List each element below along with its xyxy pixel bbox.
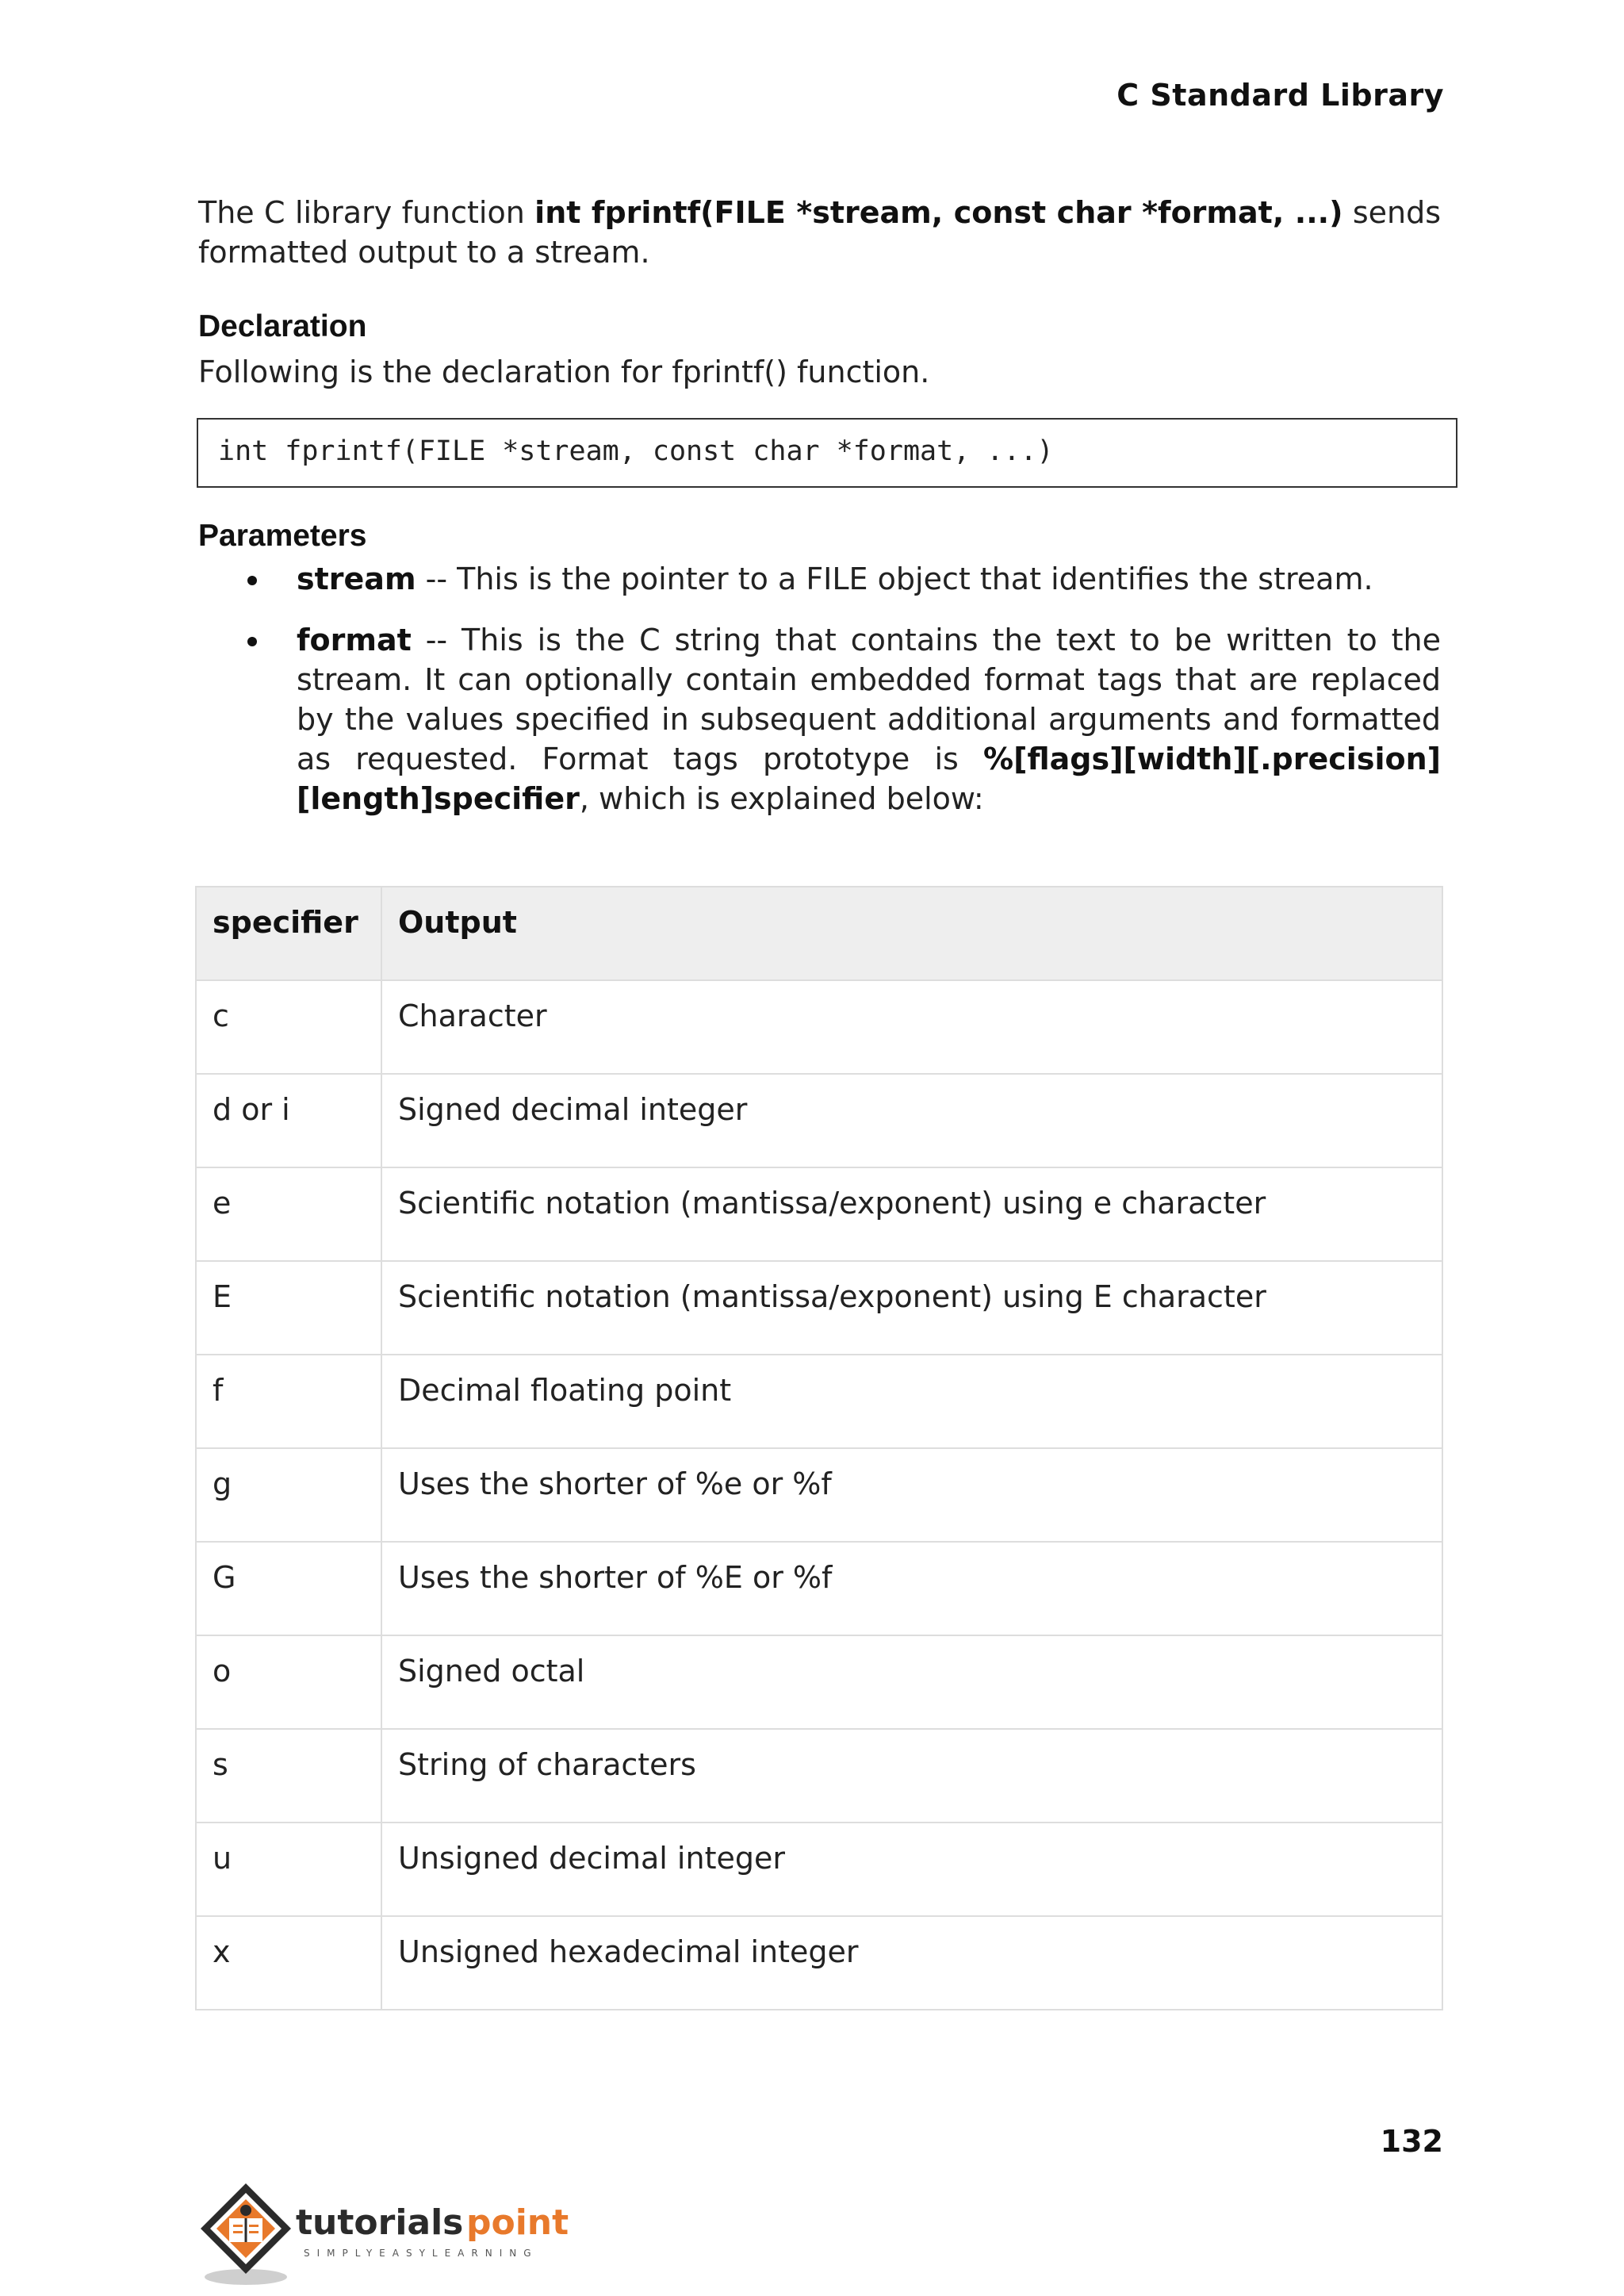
cell-output: Decimal floating point [381,1355,1442,1448]
param-description-tail: , which is explained below: [579,781,984,816]
logo-word-point: point [466,2202,569,2243]
bullet-icon [247,637,257,646]
table-row [196,1542,1442,1635]
cell-output: Signed decimal integer [381,1074,1442,1167]
cell-specifier: c [196,980,381,1074]
cell-output: Unsigned hexadecimal integer [381,1916,1442,2010]
param-term: stream [297,562,416,596]
page-header-title: C Standard Library [1116,78,1444,113]
cell-specifier: f [196,1355,381,1448]
cell-output: Uses the shorter of %e or %f [381,1448,1442,1542]
declaration-text: Following is the declaration for fprintf() function. [198,355,930,389]
table-row [196,1167,1442,1261]
bullet-icon [247,576,257,585]
intro-lead: The C library function [198,195,535,230]
param-term: format [297,623,412,657]
cell-specifier: x [196,1916,381,2010]
page-number: 132 [1380,2124,1443,2159]
cell-specifier: g [196,1448,381,1542]
table-row [196,980,1442,1074]
param-description: -- This is the C string that contains the text to be written to the stream. It can optionally contain embedded format tags that are replaced by the values specified in subsequent additional arguments and formatted as requested. Format tags prototype is [297,623,1441,776]
cell-specifier: s [196,1729,381,1823]
table-row [196,1916,1442,2010]
declaration-heading: Declaration [198,309,367,343]
list-item [198,620,1441,818]
param-description: -- This is the pointer to a FILE object that identifies the stream. [416,562,1373,596]
code-declaration: int fprintf(FILE *stream, const char *format, ...) [218,435,1054,467]
table-row [196,1823,1442,1916]
cell-output: Scientific notation (mantissa/exponent) using E character [381,1261,1442,1355]
parameters-heading: Parameters [198,519,367,553]
table-row [196,1355,1442,1448]
table-row [196,1729,1442,1823]
parameters-list [198,559,1441,840]
cell-specifier: u [196,1823,381,1916]
cell-output: Character [381,980,1442,1074]
logo-word-tutorials: tutorials [296,2202,464,2243]
intro-tail: sends formatted output to a stream. [198,195,1442,270]
format-prototype: %[flags][width][.precision][length]specifier [297,742,1441,816]
code-block [197,418,1457,488]
cell-specifier: e [196,1167,381,1261]
cell-output: Scientific notation (mantissa/exponent) using e character [381,1167,1442,1261]
cell-output: Signed octal [381,1635,1442,1729]
tutorialspoint-logo [194,2177,575,2296]
specifier-table [195,886,1443,2010]
cell-specifier: o [196,1635,381,1729]
cell-output: Uses the shorter of %E or %f [381,1542,1442,1635]
column-header-specifier: specifier [196,887,381,980]
table-row [196,1635,1442,1729]
list-item [198,559,1441,599]
cell-specifier: E [196,1261,381,1355]
intro-paragraph [198,193,1441,272]
table-row [196,1261,1442,1355]
table-row [196,1448,1442,1542]
intro-signature: int fprintf(FILE *stream, const char *format, ...) [534,195,1343,230]
table-header-row [196,887,1442,980]
column-header-output: Output [381,887,1442,980]
cell-output: String of characters [381,1729,1442,1823]
cell-specifier: d or i [196,1074,381,1167]
cell-specifier: G [196,1542,381,1635]
logo-tagline: SIMPLYEASYLEARNING [304,2248,538,2259]
table-row [196,1074,1442,1167]
cell-output: Unsigned decimal integer [381,1823,1442,1916]
